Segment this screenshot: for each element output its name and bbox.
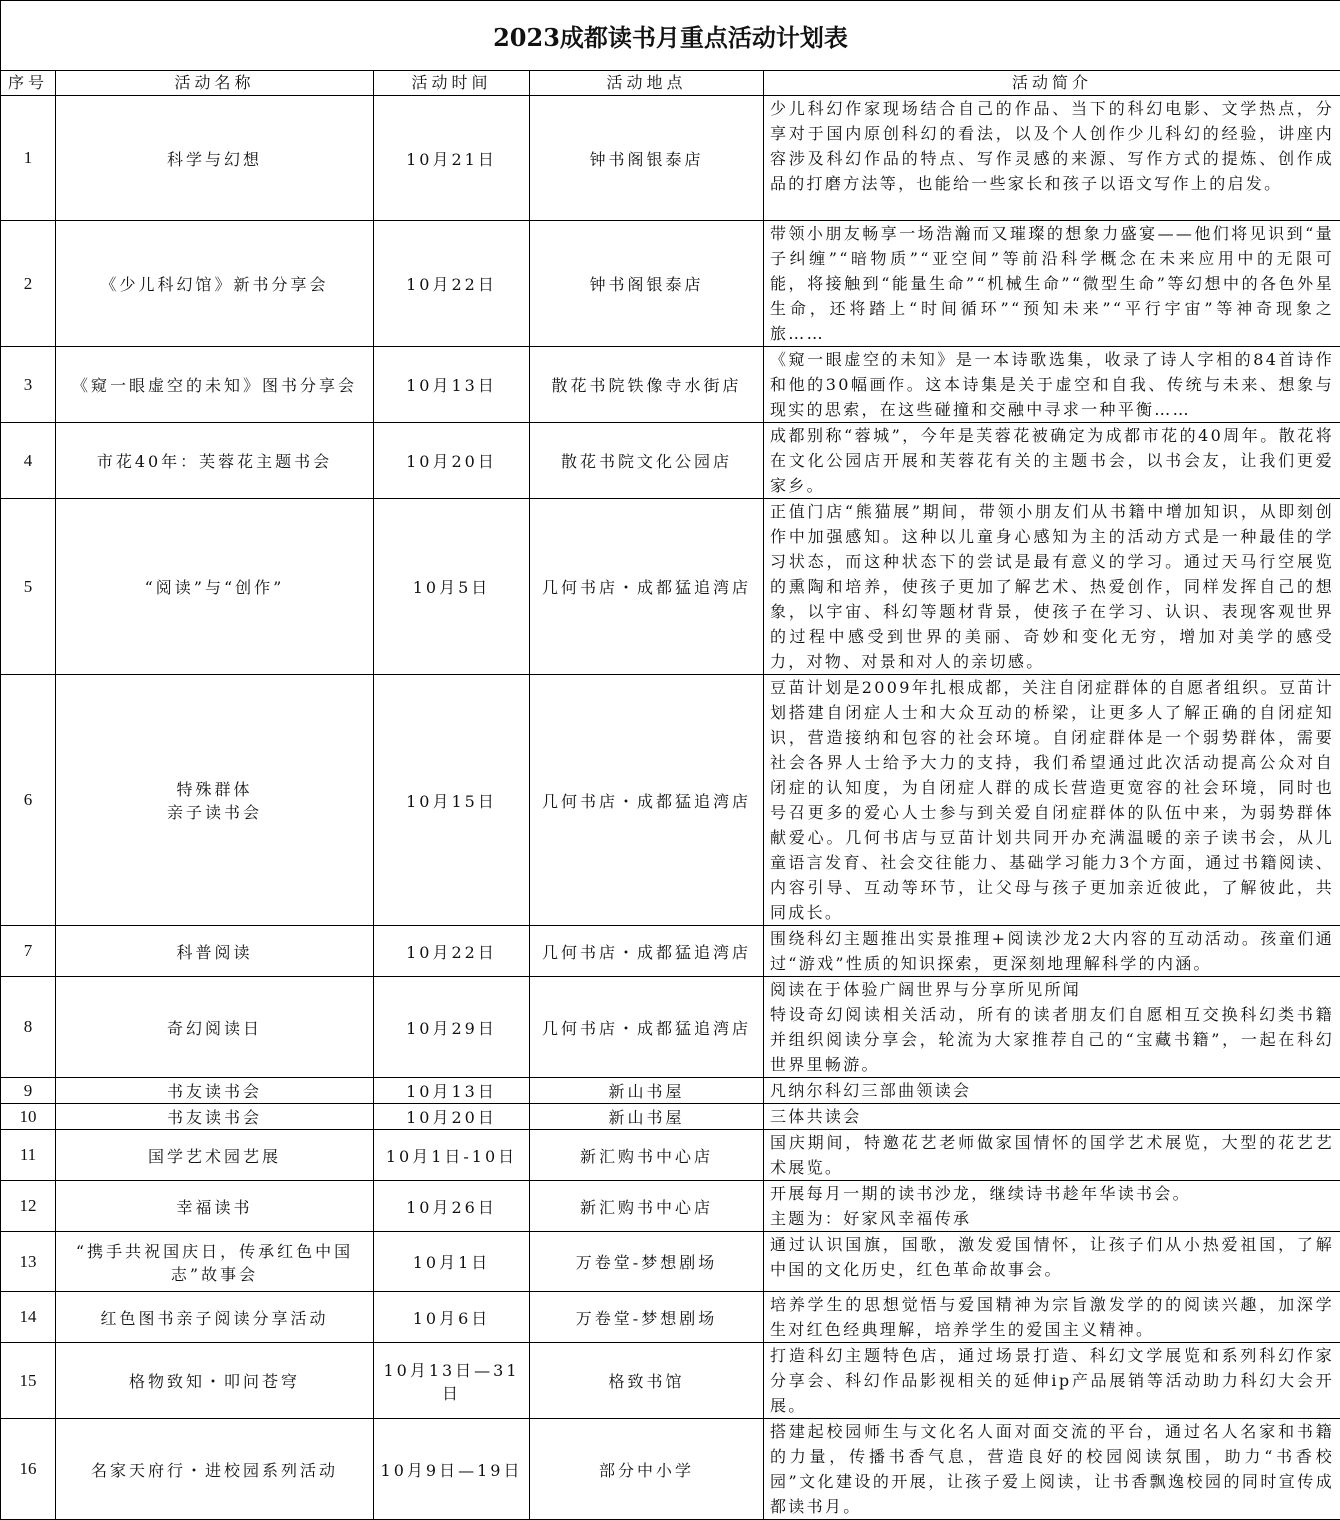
- activity-description: [764, 423, 1340, 499]
- activity-time: 10月13日: [374, 1078, 530, 1104]
- description-paragraph: 搭建起校园师生与文化名人面对面交流的平台，通过名人名家和书籍的力量，传播书香气息，营造良好的校园阅读氛围，助力“书香校园”文化建设的开展，让孩子爱上阅读，让书香飘逸校园的同时宣传成都读书月。: [770, 1419, 1334, 1519]
- table-row: [1, 347, 1340, 423]
- activity-description: [764, 1104, 1340, 1130]
- description-paragraph: 主题为：好家风幸福传承: [770, 1206, 1334, 1231]
- row-number: 11: [1, 1130, 56, 1181]
- row-number: 14: [1, 1292, 56, 1343]
- activity-time: 10月29日: [374, 977, 530, 1078]
- activity-time: 10月20日: [374, 1104, 530, 1130]
- table-row: [1, 1181, 1340, 1232]
- description-paragraph: 国庆期间，特邀花艺老师做家国情怀的国学艺术展览，大型的花艺艺术展览。: [770, 1130, 1334, 1180]
- column-header-name: 活动名称: [56, 71, 374, 96]
- activity-time: 10月1日: [374, 1232, 530, 1292]
- table-row: [1, 1104, 1340, 1130]
- activity-place: 新汇购书中心店: [530, 1181, 764, 1232]
- activity-name: “携手共祝国庆日，传承红色中国志”故事会: [56, 1232, 374, 1292]
- description-paragraph: 围绕科幻主题推出实景推理+阅读沙龙2大内容的互动活动。孩童们通过“游戏”性质的知识探索，更深刻地理解科学的内涵。: [770, 926, 1334, 976]
- activity-description: [764, 1130, 1340, 1181]
- activity-name: 《少儿科幻馆》新书分享会: [56, 221, 374, 347]
- activity-place: 几何书店・成都猛追湾店: [530, 675, 764, 926]
- description-paragraph: 豆苗计划是2009年扎根成都，关注自闭症群体的自愿者组织。豆苗计划搭建自闭症人士和大众互动的桥梁，让更多人了解正确的自闭症知识，营造接纳和包容的社会环境。自闭症群体是一个弱势群体，需要社会各界人士给予大力的支持，我们希望通过此次活动提高公众对自闭症的认知度，为自闭症人群的成长营造更宽容的社会环境，同时也号召更多的爱心人士参与到关爱自闭症群体的队伍中来，为弱势群体献爱心。几何书店与豆苗计划共同开办充满温暖的亲子读书会，从儿童语言发育、社会交往能力、基础学习能力3个方面，通过书籍阅读、内容引导、互动等环节，让父母与孩子更加亲近彼此，了解彼此，共同成长。: [770, 675, 1334, 925]
- activity-description: [764, 1292, 1340, 1343]
- activity-description: [764, 1078, 1340, 1104]
- table-row: [1, 499, 1340, 675]
- activity-time: 10月13日—31日: [374, 1343, 530, 1419]
- description-paragraph: 带领小朋友畅享一场浩瀚而又璀璨的想象力盛宴——他们将见识到“量子纠缠”“暗物质”“亚空间”等前沿科学概念在未来应用中的无限可能，将接触到“能量生命”“机械生命”“微型生命”等幻想中的各色外星生命，还将踏上“时间循环”“预知未来”“平行宇宙”等神奇现象之旅……: [770, 221, 1334, 346]
- row-number: 12: [1, 1181, 56, 1232]
- column-header-no: 序号: [1, 71, 56, 96]
- activity-place: 散花书院文化公园店: [530, 423, 764, 499]
- activity-place: 几何书店・成都猛追湾店: [530, 977, 764, 1078]
- activity-time: 10月21日: [374, 96, 530, 221]
- activity-place: 格致书馆: [530, 1343, 764, 1419]
- activity-name: 科普阅读: [56, 926, 374, 977]
- table-row: [1, 1419, 1340, 1520]
- activity-time: 10月13日: [374, 347, 530, 423]
- activity-name: 市花40年：芙蓉花主题书会: [56, 423, 374, 499]
- activity-place: 部分中小学: [530, 1419, 764, 1520]
- activity-name: 书友读书会: [56, 1078, 374, 1104]
- table-row: [1, 675, 1340, 926]
- activity-name-line: 特殊群体: [56, 777, 373, 800]
- table-row: [1, 1292, 1340, 1343]
- activity-description: [764, 499, 1340, 675]
- activity-place: 钟书阁银泰店: [530, 221, 764, 347]
- row-number: 6: [1, 675, 56, 926]
- description-paragraph: 凡纳尔科幻三部曲领读会: [770, 1078, 1334, 1103]
- activity-place: 几何书店・成都猛追湾店: [530, 926, 764, 977]
- activity-place: 万卷堂-梦想剧场: [530, 1232, 764, 1292]
- description-paragraph: 特设奇幻阅读相关活动，所有的读者朋友们自愿相互交换科幻类书籍并组织阅读分享会，轮流为大家推荐自己的“宝藏书籍”，一起在科幻世界里畅游。: [770, 1002, 1334, 1077]
- description-paragraph: 正值门店“熊猫展”期间，带领小朋友们从书籍中增加知识，从即刻创作中加强感知。这种以儿童身心感知为主的活动方式是一种最佳的学习状态，而这种状态下的尝试是最有意义的学习。通过天马行空展览的熏陶和培养，使孩子更加了解艺术、热爱创作，同样发挥自己的想象，以宇宙、科幻等题材背景，使孩子在学习、认识、表现客观世界的过程中感受到世界的美丽、奇妙和变化无穷，增加对美学的感受力，对物、对景和对人的亲切感。: [770, 499, 1334, 674]
- activity-description: [764, 221, 1340, 347]
- activity-place: 新山书屋: [530, 1104, 764, 1130]
- column-header-description: 活动简介: [764, 71, 1340, 96]
- table-row: [1, 977, 1340, 1078]
- activity-place: 万卷堂-梦想剧场: [530, 1292, 764, 1343]
- row-number: 7: [1, 926, 56, 977]
- description-paragraph: 少儿科幻作家现场结合自己的作品、当下的科幻电影、文学热点，分享对于国内原创科幻的看法，以及个人创作少儿科幻的经验，讲座内容涉及科幻作品的特点、写作灵感的来源、写作方式的提炼、创作成品的打磨方法等，也能给一些家长和孩子以语文写作上的启发。: [770, 96, 1334, 196]
- activity-time: 10月9日—19日: [374, 1419, 530, 1520]
- row-number: 15: [1, 1343, 56, 1419]
- activity-description: [764, 96, 1340, 221]
- activity-time: 10月1日-10日: [374, 1130, 530, 1181]
- activity-description: [764, 977, 1340, 1078]
- activity-time: 10月22日: [374, 926, 530, 977]
- table-row: [1, 96, 1340, 221]
- table-row: [1, 926, 1340, 977]
- activity-time: 10月6日: [374, 1292, 530, 1343]
- activity-time: 10月15日: [374, 675, 530, 926]
- table-row: [1, 1343, 1340, 1419]
- row-number: 3: [1, 347, 56, 423]
- description-paragraph: 开展每月一期的读书沙龙，继续诗书趁年华读书会。: [770, 1181, 1334, 1206]
- table-row: [1, 423, 1340, 499]
- column-header-time: 活动时间: [374, 71, 530, 96]
- activity-description: [764, 1343, 1340, 1419]
- activity-description: [764, 1419, 1340, 1520]
- activity-name: 书友读书会: [56, 1104, 374, 1130]
- description-paragraph: 打造科幻主题特色店，通过场景打造、科幻文学展览和系列科幻作家分享会、科幻作品影视相关的延伸ip产品展销等活动助力科幻大会开展。: [770, 1343, 1334, 1418]
- activity-name: 名家天府行・进校园系列活动: [56, 1419, 374, 1520]
- row-number: 10: [1, 1104, 56, 1130]
- description-paragraph: 三体共读会: [770, 1104, 1334, 1129]
- activity-time: 10月20日: [374, 423, 530, 499]
- activity-name: [56, 675, 374, 926]
- row-number: 5: [1, 499, 56, 675]
- table-header-row: [1, 71, 1340, 96]
- activity-name-line: 亲子读书会: [56, 800, 373, 823]
- table-row: [1, 1232, 1340, 1292]
- row-number: 13: [1, 1232, 56, 1292]
- activity-name: 科学与幻想: [56, 96, 374, 221]
- activity-place: 散花书院铁像寺水街店: [530, 347, 764, 423]
- row-number: 2: [1, 221, 56, 347]
- activity-place: 新汇购书中心店: [530, 1130, 764, 1181]
- activity-place: 钟书阁银泰店: [530, 96, 764, 221]
- activity-time: 10月5日: [374, 499, 530, 675]
- row-number: 1: [1, 96, 56, 221]
- activity-time: 10月26日: [374, 1181, 530, 1232]
- activity-description: [764, 347, 1340, 423]
- row-number: 9: [1, 1078, 56, 1104]
- table-row: [1, 1130, 1340, 1181]
- description-paragraph: 通过认识国旗，国歌，激发爱国情怀，让孩子们从小热爱祖国，了解中国的文化历史，红色革命故事会。: [770, 1232, 1334, 1282]
- activity-description: [764, 675, 1340, 926]
- description-paragraph: 培养学生的思想觉悟与爱国精神为宗旨激发学的的阅读兴趣，加深学生对红色经典理解，培养学生的爱国主义精神。: [770, 1292, 1334, 1342]
- table-row: [1, 1078, 1340, 1104]
- activity-description: [764, 1181, 1340, 1232]
- activity-place: 几何书店・成都猛追湾店: [530, 499, 764, 675]
- description-paragraph: 《窥一眼虚空的未知》是一本诗歌选集，收录了诗人字相的84首诗作和他的30幅画作。这本诗集是关于虚空和自我、传统与未来、想象与现实的思索，在这些碰撞和交融中寻求一种平衡……: [770, 347, 1334, 422]
- activity-name: 《窥一眼虚空的未知》图书分享会: [56, 347, 374, 423]
- table-row: [1, 221, 1340, 347]
- activity-name: 格物致知・叩问苍穹: [56, 1343, 374, 1419]
- activity-description: [764, 926, 1340, 977]
- row-number: 4: [1, 423, 56, 499]
- activity-description: [764, 1232, 1340, 1292]
- activity-name: 奇幻阅读日: [56, 977, 374, 1078]
- column-header-place: 活动地点: [530, 71, 764, 96]
- description-paragraph: 阅读在于体验广阔世界与分享所见所闻: [770, 977, 1334, 1002]
- row-number: 8: [1, 977, 56, 1078]
- activity-name: “阅读”与“创作”: [56, 499, 374, 675]
- page-title: 2023成都读书月重点活动计划表: [1, 1, 1340, 71]
- activity-name: 国学艺术园艺展: [56, 1130, 374, 1181]
- description-paragraph: 成都别称“蓉城”，今年是芙蓉花被确定为成都市花的40周年。散花将在文化公园店开展和芙蓉花有关的主题书会，以书会友，让我们更爱家乡。: [770, 423, 1334, 498]
- activity-time: 10月22日: [374, 221, 530, 347]
- activity-place: 新山书屋: [530, 1078, 764, 1104]
- row-number: 16: [1, 1419, 56, 1520]
- activity-name: 幸福读书: [56, 1181, 374, 1232]
- activity-name: 红色图书亲子阅读分享活动: [56, 1292, 374, 1343]
